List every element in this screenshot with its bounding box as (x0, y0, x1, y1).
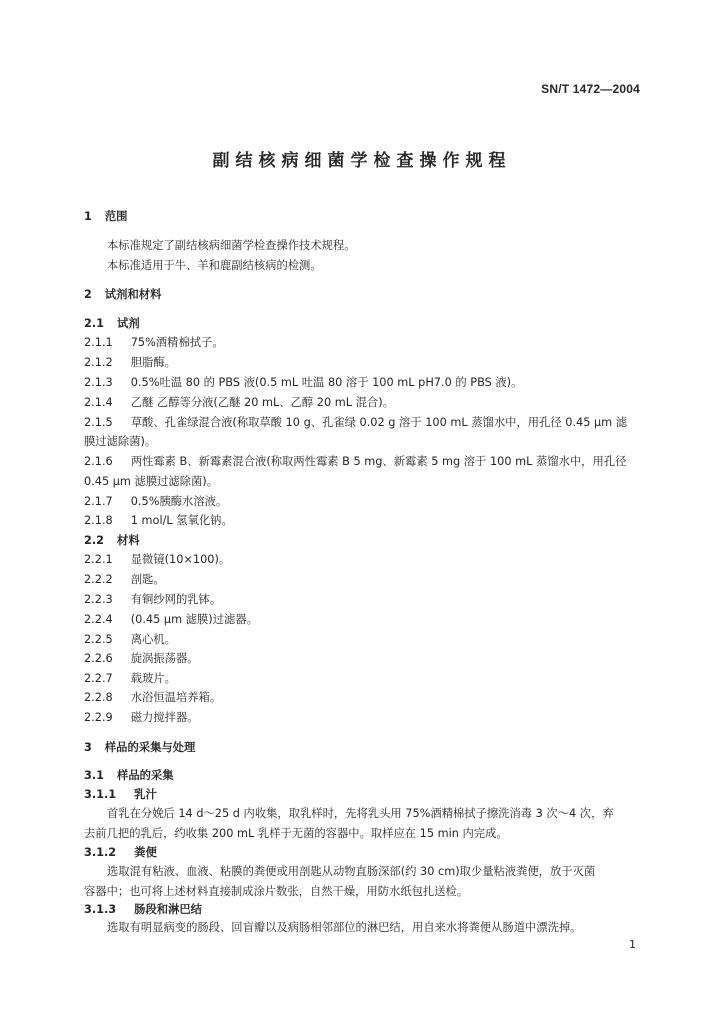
item-number: 2.1.8 (84, 514, 113, 527)
list-item-continuation: 0.45 μm 滤膜过滤除菌)。 (84, 475, 219, 488)
item-number: 2.2.7 (84, 672, 113, 685)
item-text: (0.45 μm 滤膜)过滤器。 (130, 613, 258, 626)
document-title: 副结核病细菌学检查操作规程 (212, 151, 512, 171)
item-text: 0.5%吐温 80 的 PBS 液(0.5 mL 吐温 80 溶于 100 mL pH7.0 的 PBS 液)。 (130, 376, 523, 389)
list-item (84, 710, 199, 726)
section-2-1-heading (84, 316, 140, 332)
section-title: 试剂和材料 (104, 288, 162, 301)
section-number: 2.2 (84, 534, 105, 547)
section-number: 2.1 (84, 317, 105, 330)
item-number: 2.1.7 (84, 495, 113, 508)
item-number: 2.2.1 (84, 553, 113, 566)
list-item (84, 651, 199, 667)
paragraph: 首乳在分娩后 14 d～25 d 内收集，取乳样时，先将乳头用 75%酒精棉拭子擦洗消毒 3 次～4 次，弃 (107, 807, 614, 820)
item-text: 1 mol/L 氢氧化钠。 (130, 514, 233, 527)
section-3-1-2-heading (84, 845, 157, 861)
item-number: 2.1.4 (84, 396, 113, 409)
section-number: 3.1.3 (84, 903, 117, 916)
section-title: 粪便 (134, 846, 157, 859)
section-title: 样品的采集 (117, 769, 174, 782)
item-text: 草酸、孔雀绿混合液(称取草酸 10 g、孔雀绿 0.02 g 溶于 100 mL 蒸馏水中，用孔径 0.45 μm 滤 (130, 416, 628, 429)
paragraph-continuation: 去前几把的乳后，约收集 200 mL 乳样于无菌的容器中。取样应在 15 min 内完成。 (84, 827, 508, 840)
paragraph: 选取有明显病变的肠段、回盲瓣以及病肠相邻部位的淋巴结，用自来水将粪便从肠道中漂洗掉。 (107, 921, 582, 934)
list-item (84, 690, 221, 706)
item-number: 2.2.2 (84, 573, 113, 586)
section-number: 1 (84, 210, 92, 223)
section-number: 2 (84, 288, 92, 301)
item-number: 2.2.3 (84, 593, 113, 606)
section-2-2-heading (84, 533, 140, 549)
section-3-1-1-heading (84, 787, 157, 803)
list-item (84, 415, 627, 431)
item-number: 2.2.6 (84, 652, 113, 665)
section-1-heading (84, 209, 127, 225)
item-number: 2.1.2 (84, 356, 113, 369)
item-text: 磁力搅拌器。 (130, 711, 199, 724)
paragraph-continuation: 容器中；也可将上述材料直接制成涂片数张，自然干燥，用防水纸包扎送检。 (84, 885, 469, 898)
section-title: 材料 (117, 534, 140, 547)
item-text: 载玻片。 (130, 672, 176, 685)
section-title: 样品的采集与处理 (104, 741, 196, 754)
section-title: 试剂 (117, 317, 140, 330)
paragraph: 本标准适用于牛、羊和鹿副结核病的检测。 (107, 259, 322, 272)
item-number: 2.2.8 (84, 691, 113, 704)
section-title: 范围 (104, 210, 128, 223)
item-text: 旋涡振荡器。 (130, 652, 199, 665)
item-text: 两性霉素 B、新霉素混合液(称取两性霉素 B 5 mg、新霉素 5 mg 溶于 100 mL 蒸馏水中，用孔径 (130, 455, 627, 468)
list-item (84, 355, 176, 371)
section-number: 3.1 (84, 769, 105, 782)
list-item (84, 395, 394, 411)
section-number: 3 (84, 741, 92, 754)
item-text: 有铜纱网的乳钵。 (130, 593, 222, 606)
item-text: 75%酒精棉拭子。 (130, 336, 224, 349)
section-number: 3.1.1 (84, 788, 117, 801)
item-text: 胆脂酶。 (130, 356, 176, 369)
item-number: 2.2.9 (84, 711, 113, 724)
section-number: 3.1.2 (84, 846, 117, 859)
paragraph: 本标准规定了副结核病细菌学检查操作技术规程。 (107, 239, 356, 252)
list-item (84, 513, 233, 529)
list-item (84, 612, 258, 628)
list-item-continuation: 膜过滤除菌)。 (84, 435, 157, 448)
item-number: 2.1.1 (84, 336, 113, 349)
item-text: 离心机。 (130, 633, 176, 646)
item-text: 乙醚 乙醇等分液(乙醚 20 mL、乙醇 20 mL 混合)。 (130, 396, 394, 409)
list-item (84, 671, 176, 687)
section-2-heading (84, 287, 161, 303)
section-3-heading (84, 740, 195, 756)
list-item (84, 572, 165, 588)
section-title: 乳汁 (134, 788, 157, 801)
section-title: 肠段和淋巴结 (134, 903, 202, 916)
list-item (84, 552, 230, 568)
item-number: 2.1.3 (84, 376, 113, 389)
section-3-1-heading (84, 768, 174, 784)
paragraph: 选取混有粘液、血液、粘膜的粪便或用剖匙从动物直肠深部(约 30 cm)取少量粘液粪便，放于灭菌 (107, 865, 596, 878)
list-item (84, 335, 224, 351)
list-item (84, 454, 626, 470)
page-number: 1 (629, 938, 636, 951)
item-number: 2.2.5 (84, 633, 113, 646)
item-number: 2.1.5 (84, 416, 113, 429)
list-item (84, 494, 227, 510)
list-item (84, 632, 176, 648)
item-text: 剖匙。 (130, 573, 165, 586)
item-number: 2.1.6 (84, 455, 113, 468)
section-3-1-3-heading (84, 902, 202, 918)
item-text: 0.5%胰酶水溶液。 (130, 495, 228, 508)
item-text: 显微镜(10×100)。 (130, 553, 231, 566)
standard-code: SN/T 1472—2004 (541, 82, 640, 96)
item-text: 水浴恒温培养箱。 (130, 691, 222, 704)
list-item (84, 375, 522, 391)
list-item (84, 592, 221, 608)
item-number: 2.2.4 (84, 613, 113, 626)
